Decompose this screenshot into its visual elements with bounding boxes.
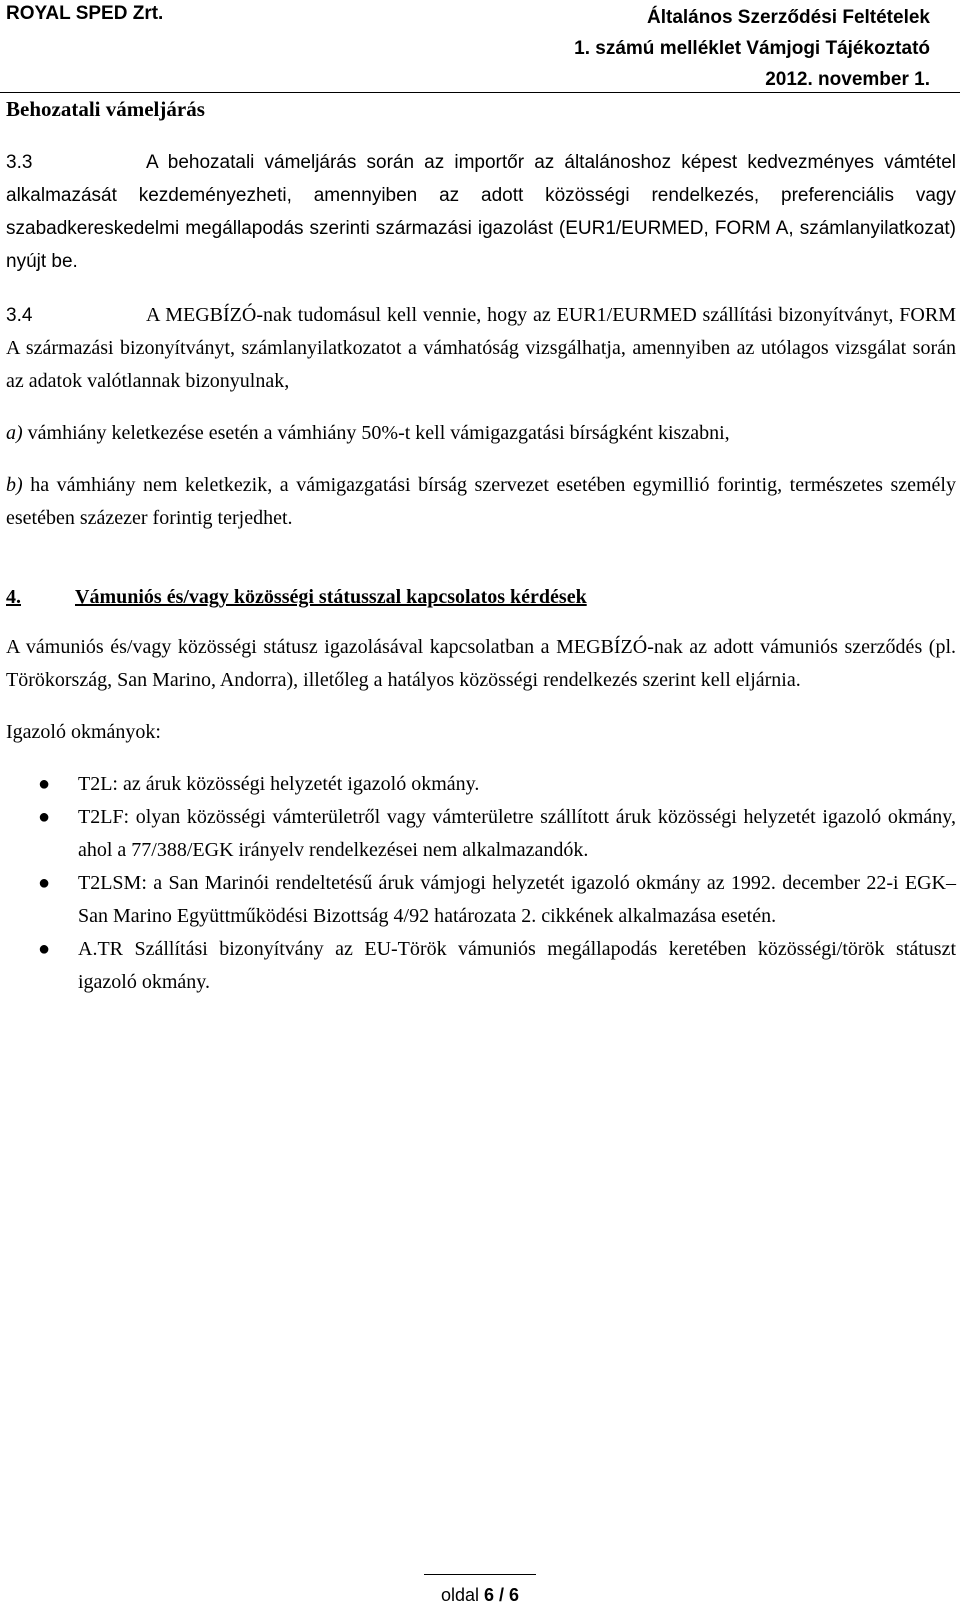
page-header <box>0 0 960 92</box>
company-name: ROYAL SPED Zrt. <box>6 3 164 24</box>
paragraph-vamunio: A vámuniós és/vagy közösségi státusz igazolásával kapcsolatban a MEGBÍZÓ-nak az adott vámuniós szerződés (pl. Törökország, San Marino, Andorra), illetőleg a hatályos közösségi rendelkezés szerint kell eljárnia. <box>6 636 956 691</box>
paragraph-3-4 <box>6 299 956 398</box>
footer-divider <box>424 1574 536 1575</box>
paragraph-3-3 <box>6 146 956 278</box>
header-line-annex: 1. számú melléklet Vámjogi Tájékoztató <box>574 38 930 59</box>
bullet-icon: ● <box>38 806 51 828</box>
bullet-icon: ● <box>38 938 51 960</box>
list-item-text: T2LSM: a San Marinói rendeltetésű áruk vámjogi helyzetét igazoló okmány az 1992. december 22-i EGK–San Marino Együttműködési Bizottság 4/92 határozata 2. cikkének alkalmazása esetén. <box>78 872 956 927</box>
list-item-text: T2L: az áruk közösségi helyzetét igazoló okmány. <box>78 773 480 795</box>
page-footer <box>0 1580 960 1610</box>
paragraph-text: A behozatali vámeljárás során az importőr az általánoshoz képest kedvezményes vámtétel alkalmazását kezdeményezheti, amennyiben az adott közösségi rendelkezés, preferenciális vagy szabadkereskedelmi megállapodás szerinti származási igazolást (EUR1/EURMED, FORM A, számlanyilatkozat) nyújt be. <box>6 152 956 272</box>
header-line-terms: Általános Szerződési Feltételek <box>647 7 930 28</box>
list-item <box>6 933 956 999</box>
page-label: oldal <box>440 1585 479 1605</box>
list-item-text: T2LF: olyan közösségi vámterületről vagy vámterületre szállított áruk közösségi helyzetét igazoló okmány, ahol a 77/388/EGK irányelv rendelkezései nem alkalmazandók. <box>78 806 956 861</box>
paragraph-text: A MEGBÍZÓ-nak tudomásul kell vennie, hogy az EUR1/EURMED szállítási bizonyítványt, FORM A származási bizonyítványt, számlanyilatkozatot a vámhatóság vizsgálhatja, amennyiben az utólagos vizsgálat során az adatok valótlannak bizonyulnak, <box>6 304 956 392</box>
supporting-documents-label: Igazoló okmányok: <box>6 721 161 743</box>
current-page: 6 <box>483 1585 494 1605</box>
document-body <box>6 146 956 999</box>
paragraph-text: vámhiány keletkezése esetén a vámhiány 50%-t kell vámigazgatási bírságként kiszabni, <box>22 422 730 444</box>
list-item <box>6 768 956 801</box>
section-title: Behozatali vámeljárás <box>6 97 205 121</box>
paragraph-number: 3.4 <box>6 305 33 326</box>
paragraph-text: ha vámhiány nem keletkezik, a vámigazgatási bírság szervezet esetében egymillió forintig, természetes személy esetében százezer forintig terjedhet. <box>6 474 956 529</box>
paragraph-point-b <box>6 469 956 535</box>
bullet-icon: ● <box>38 872 51 894</box>
header-document-info <box>0 2 960 95</box>
list-item <box>6 867 956 933</box>
point-marker: a) <box>6 422 23 444</box>
section-4-heading <box>6 581 956 614</box>
section-number: 4. <box>6 586 21 608</box>
section-heading-text: Vámuniós és/vagy közösségi státusszal kapcsolatos kérdések <box>75 586 587 608</box>
supporting-documents-list <box>6 768 956 999</box>
total-pages: 6 <box>509 1585 520 1605</box>
header-line-date: 2012. november 1. <box>765 69 930 90</box>
page-separator: / <box>499 1585 505 1605</box>
paragraph-number: 3.3 <box>6 152 33 173</box>
list-item-text: A.TR Szállítási bizonyítvány az EU-Török vámuniós megállapodás keretében közösségi/török státuszt igazoló okmány. <box>78 938 956 993</box>
point-marker: b) <box>6 474 23 496</box>
bullet-icon: ● <box>38 773 51 795</box>
list-item <box>6 801 956 867</box>
paragraph-point-a <box>6 417 956 450</box>
